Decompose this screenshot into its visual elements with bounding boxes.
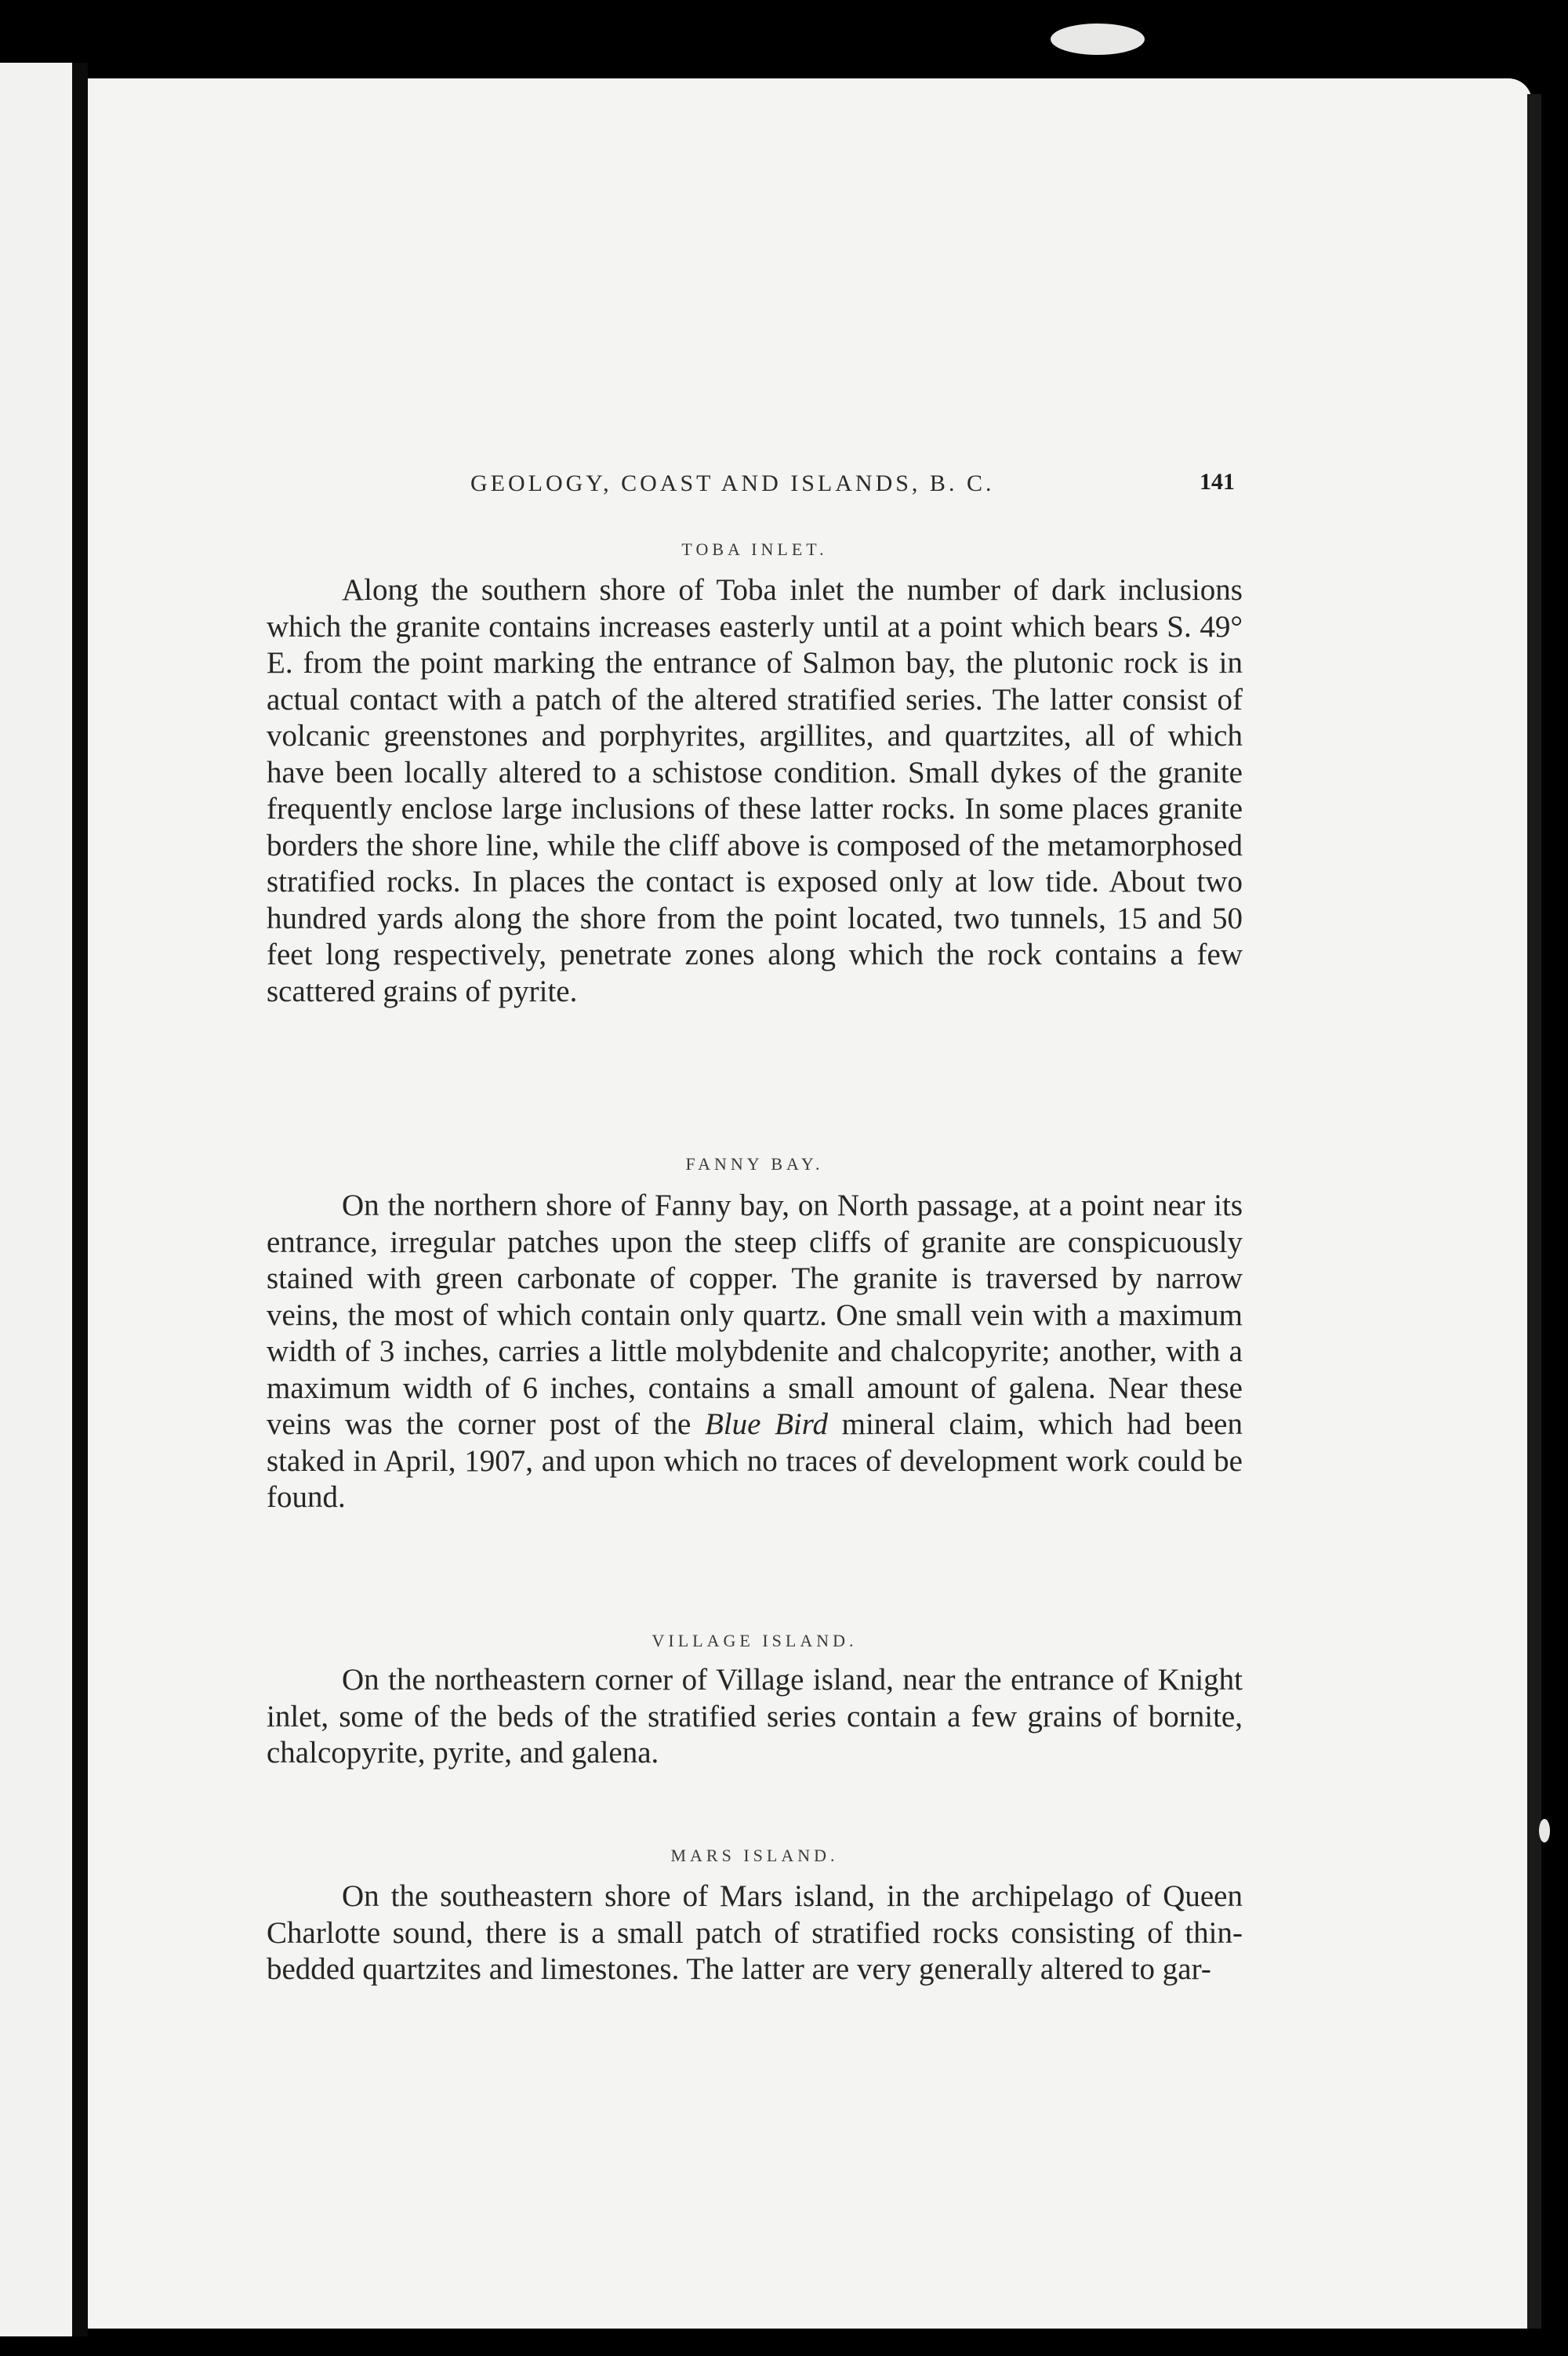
claim-name: Blue Bird (704, 1407, 828, 1441)
facing-page-edge (0, 63, 72, 2336)
paragraph-fanny-bay (267, 1188, 1243, 1516)
paragraph-toba-inlet: Along the southern shore of Toba inlet the number of dark inclusions which the granite contains increases easterly until at a point which bears S. 49° E. from the point marking the entrance of Salmon bay, the plutonic rock is in actual contact with a patch of the altered stratified series. The latter consist of volcanic greenstones and porphyrites, argillites, and quartzites, all of which have been locally altered to a schistose condition. Small dykes of the granite frequently enclose large inclusions of these latter rocks. In some places granite borders the shore line, while the cliff above is composed of the metamorphosed stratified rocks. In places the contact is exposed only at low tide. About two hundred yards along the shore from the point located, two tunnels, 15 and 50 feet long respectively, penetrate zones along which the rock contains a few scattered grains of pyrite. (267, 573, 1243, 1008)
paragraph-village-island: On the northeastern corner of Village island, near the entrance of Knight inlet, some of the beds of the stratified series contain a few grains of bornite, chalcopyrite, pyrite, and galena. (267, 1663, 1243, 1770)
paragraph-fanny-bay-text-2: mineral claim, which had been staked in April, 1907, and upon which no traces of development work could be found. (267, 1407, 1243, 1514)
scan-speck (1539, 1819, 1550, 1842)
paragraph-fanny-bay-text-1: On the northern shore of Fanny bay, on North passage, at a point near its entrance, irregular patches upon the steep cliffs of granite are conspicuously stained with green carbonate of copper. The granite is traversed by narrow veins, the most of which contain only quartz. One small vein with a maximum width of 3 inches, carries a little molybdenite and chalcopyrite; another, with a maximum width of 6 inches, contains a small amount of galena. Near these veins was the corner post of the (267, 1189, 1243, 1441)
section-title-toba-inlet: TOBA INLET. (681, 539, 828, 559)
page-edge-shadow (1527, 94, 1541, 2329)
section-title-fanny-bay: FANNY BAY. (685, 1154, 824, 1174)
section-title-village-island: VILLAGE ISLAND. (652, 1631, 858, 1650)
page-number: 141 (1200, 469, 1235, 495)
paragraph-mars-island: On the southeastern shore of Mars island, in the archipelago of Queen Charlotte sound, there is a small patch of stratified rocks consisting of thin-bedded quartzites and limestones. The latter are very generally altered to gar- (267, 1879, 1243, 1986)
page-gutter (72, 63, 88, 2336)
section-title-mars-island: MARS ISLAND. (670, 1846, 839, 1865)
scan-speck (1051, 24, 1145, 55)
running-head: GEOLOGY, COAST AND ISLANDS, B. C. (470, 470, 995, 496)
